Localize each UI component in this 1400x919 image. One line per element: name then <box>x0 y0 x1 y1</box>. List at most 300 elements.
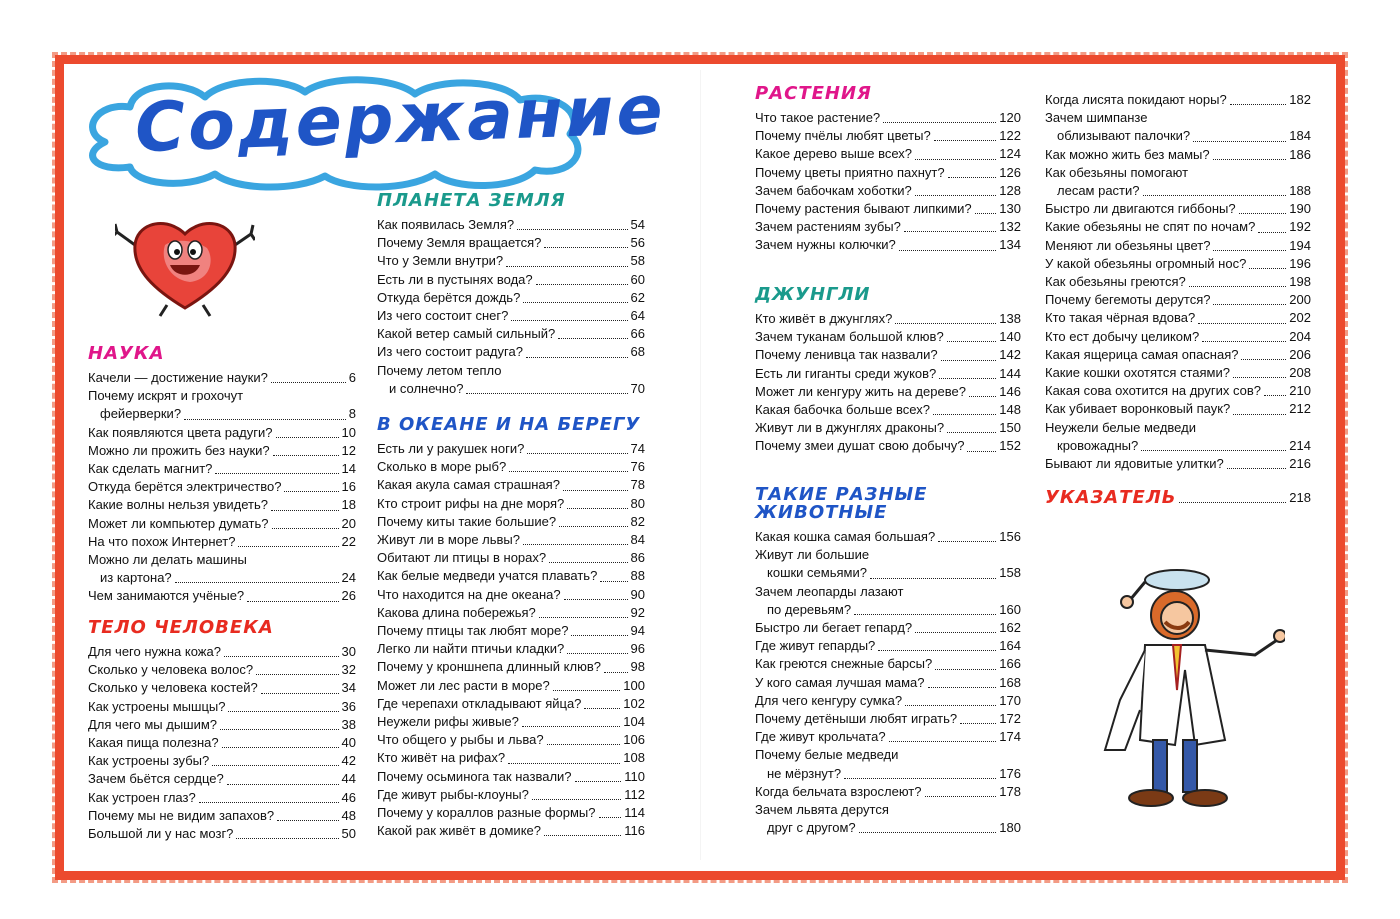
toc-entry[interactable] <box>377 271 645 289</box>
section-telo <box>88 619 356 843</box>
page-number: 56 <box>630 235 645 251</box>
section-rasteniya <box>755 85 1021 255</box>
dot-leader <box>604 672 628 673</box>
page-number: 120 <box>999 110 1021 125</box>
entry-question: Кто живёт в джунглях? <box>755 311 893 326</box>
toc-entry[interactable] <box>1045 255 1311 273</box>
entry-question: не мёрзнут? <box>767 765 842 781</box>
page-number: 140 <box>999 329 1021 345</box>
dot-leader <box>271 510 339 511</box>
toc-entry[interactable] <box>88 716 356 734</box>
toc-entry[interactable] <box>377 713 645 731</box>
toc-entry[interactable] <box>1045 328 1311 346</box>
page-number: 194 <box>1289 237 1311 253</box>
entry-question: Есть ли в пустынях вода? <box>377 271 533 287</box>
dot-leader <box>215 473 338 474</box>
entry-question: Почему цветы приятно пахнут? <box>755 164 945 180</box>
entry-question: Может ли кенгуру жить на дереве? <box>755 383 966 399</box>
toc-entry[interactable] <box>377 252 645 270</box>
toc-entry[interactable] <box>377 768 645 786</box>
entry-question: Почему бегемоты дерутся? <box>1045 292 1211 308</box>
toc-entry[interactable] <box>88 515 356 533</box>
dot-leader <box>523 544 628 545</box>
entry-question: Можно ли прожить без науки? <box>88 442 270 458</box>
section-title: ПЛАНЕТА ЗЕМЛЯ <box>377 190 566 211</box>
entry-question: Какие кошки охотятся стаями? <box>1045 365 1230 381</box>
page-number: 208 <box>1289 365 1311 381</box>
toc-entry[interactable] <box>377 677 645 695</box>
toc-entry[interactable] <box>755 801 1021 819</box>
toc-entry[interactable] <box>88 478 356 496</box>
toc-entry[interactable] <box>377 640 645 658</box>
toc-entry[interactable] <box>1045 400 1311 418</box>
toc-entry[interactable] <box>755 200 1021 218</box>
page-number: 128 <box>999 182 1021 198</box>
dot-leader <box>238 546 338 547</box>
dot-leader <box>599 817 622 818</box>
page-number: 82 <box>630 513 645 529</box>
toc-entry[interactable] <box>1045 419 1311 437</box>
toc-entry[interactable] <box>1045 364 1311 382</box>
page-number: 116 <box>624 823 645 839</box>
section-title: ДЖУНГЛИ <box>755 284 871 305</box>
entry-question: Зачем растениям зубы? <box>755 219 901 235</box>
dot-leader <box>466 393 627 394</box>
section-title-line2: ЖИВОТНЫЕ <box>755 502 888 523</box>
section-title: В ОКЕАНЕ И НА БЕРЕГУ <box>377 414 641 435</box>
page-number: 12 <box>341 442 356 458</box>
entry-question: Почему птицы так любят море? <box>377 623 569 639</box>
dot-leader <box>967 451 996 452</box>
dot-leader <box>508 763 620 764</box>
toc-entry[interactable] <box>88 643 356 661</box>
entry-question: облизывают палочки? <box>1057 128 1191 144</box>
entry-question: Почему искрят и грохочут <box>88 388 244 404</box>
entry-question: Из чего состоит радуга? <box>377 344 523 360</box>
toc-entry[interactable] <box>88 661 356 679</box>
page-number: 6 <box>348 370 356 385</box>
page-number: 148 <box>999 402 1021 418</box>
dot-leader <box>975 213 997 214</box>
dot-leader <box>1213 159 1287 160</box>
entry-question: Большой ли у нас мозг? <box>88 826 234 842</box>
toc-entry[interactable] <box>1045 127 1311 145</box>
dot-leader <box>904 231 996 232</box>
toc-entry[interactable] <box>1045 237 1311 255</box>
page-number: 16 <box>341 479 356 495</box>
toc-entry[interactable] <box>755 419 1021 437</box>
toc-entry[interactable] <box>1045 200 1311 218</box>
entry-question: Как устроен глаз? <box>88 789 196 805</box>
page-number: 78 <box>630 477 645 493</box>
dot-leader <box>247 601 338 602</box>
dot-leader <box>925 796 997 797</box>
toc-entry[interactable] <box>755 746 1021 764</box>
page-number: 112 <box>624 786 645 802</box>
toc-entry[interactable] <box>88 752 356 770</box>
page-number: 170 <box>999 692 1021 708</box>
entry-question: Можно ли делать машины <box>88 552 247 568</box>
entry-question: Зачем леопарды лазают <box>755 583 904 599</box>
toc-entry[interactable] <box>88 698 356 716</box>
entry-question: Живут ли в джунглях драконы? <box>755 420 945 436</box>
entry-question: Какая пища полезна? <box>88 735 219 751</box>
toc-entry[interactable] <box>755 127 1021 145</box>
page-number: 198 <box>1289 274 1311 290</box>
toc-entry[interactable] <box>377 586 645 604</box>
entry-question: Кто живёт на рифах? <box>377 750 506 766</box>
page-number: 138 <box>999 311 1021 326</box>
dot-leader <box>539 617 628 618</box>
dot-leader <box>600 581 627 582</box>
entry-question: Откуда берётся электричество? <box>88 479 282 495</box>
book-spine <box>700 70 701 860</box>
section-dzhungli <box>755 286 1021 456</box>
section-okean <box>377 416 645 840</box>
dot-leader <box>523 302 627 303</box>
toc-entry[interactable] <box>88 825 356 843</box>
page-number: 58 <box>630 253 645 269</box>
entry-question: Качели — достижение науки? <box>88 370 268 385</box>
entry-question: Как обезьяны греются? <box>1045 274 1186 290</box>
entry-question: Когда лисята покидают норы? <box>1045 92 1227 107</box>
toc-entry[interactable] <box>1045 146 1311 164</box>
toc-entry[interactable] <box>88 533 356 551</box>
toc-entry[interactable] <box>1045 346 1311 364</box>
entry-question: Меняют ли обезьяны цвет? <box>1045 237 1211 253</box>
dot-leader <box>1227 468 1287 469</box>
dot-leader <box>895 323 996 324</box>
page-number: 152 <box>999 438 1021 454</box>
toc-entry[interactable] <box>377 822 645 840</box>
page-number: 188 <box>1289 183 1311 199</box>
toc-entry[interactable] <box>1045 455 1311 473</box>
entry-question: Как устроены зубы? <box>88 753 210 769</box>
entry-question: Почему у кроншнепа длинный клюв? <box>377 659 601 675</box>
toc-entry[interactable] <box>755 728 1021 746</box>
toc-entry[interactable] <box>377 658 645 676</box>
dot-leader <box>567 653 627 654</box>
page-number: 186 <box>1289 146 1311 162</box>
page-number: 22 <box>341 533 356 549</box>
toc-entry[interactable] <box>88 789 356 807</box>
toc-entry[interactable] <box>1045 382 1311 400</box>
page-number: 90 <box>630 586 645 602</box>
page-number: 102 <box>623 695 645 711</box>
entry-question: Легко ли найти птичьи кладки? <box>377 641 565 657</box>
toc-entry[interactable] <box>88 442 356 460</box>
toc-entry[interactable] <box>377 216 645 234</box>
page-number: 182 <box>1289 92 1311 107</box>
page-number: 204 <box>1289 328 1311 344</box>
entry-question: Какая акула самая страшная? <box>377 477 560 493</box>
toc-entry[interactable] <box>755 619 1021 637</box>
page-number: 80 <box>630 495 645 511</box>
toc-entry[interactable] <box>377 325 645 343</box>
toc-entry[interactable] <box>377 362 645 380</box>
dot-leader <box>969 396 996 397</box>
page-number: 74 <box>630 441 645 456</box>
entry-question: Сколько в море рыб? <box>377 459 507 475</box>
toc-entry[interactable] <box>377 476 645 494</box>
entry-question: Быстро ли двигаются гиббоны? <box>1045 201 1236 217</box>
page-number: 76 <box>630 459 645 475</box>
toc-entry[interactable] <box>88 587 356 605</box>
toc-entry[interactable] <box>755 218 1021 236</box>
toc-entry[interactable] <box>755 783 1021 801</box>
toc-entry[interactable] <box>377 549 645 567</box>
toc-entry[interactable] <box>88 424 356 442</box>
entry-question: Как убивает воронковый паук? <box>1045 401 1231 417</box>
toc-entry[interactable] <box>377 786 645 804</box>
toc-entry[interactable] <box>377 604 645 622</box>
dot-leader <box>564 599 628 600</box>
entry-question: из картона? <box>100 570 172 586</box>
page-number: 114 <box>624 805 645 821</box>
dot-leader <box>563 490 628 491</box>
dot-leader <box>1143 195 1287 196</box>
toc-entry[interactable] <box>1045 309 1311 327</box>
section-index <box>1045 489 1311 507</box>
entry-question: Живут ли в море львы? <box>377 532 521 548</box>
entry-question: Зачем бабочкам хоботки? <box>755 182 912 198</box>
toc-entry[interactable] <box>377 749 645 767</box>
dot-leader <box>939 378 996 379</box>
entry-question: Откуда берётся дождь? <box>377 289 521 305</box>
entry-question: Зачем нужны колючки? <box>755 237 896 253</box>
toc-entry[interactable] <box>755 346 1021 364</box>
toc-entry[interactable] <box>755 819 1021 837</box>
toc-entry[interactable] <box>755 310 1021 328</box>
dot-leader <box>549 562 627 563</box>
dot-leader <box>928 687 997 688</box>
toc-entry[interactable] <box>755 637 1021 655</box>
toc-entry[interactable] <box>88 387 356 405</box>
page-number: 24 <box>341 570 356 586</box>
page-title: Содержание <box>133 70 667 169</box>
entry-question: Почему у кораллов разные формы? <box>377 805 596 821</box>
toc-entry[interactable] <box>755 564 1021 582</box>
toc-entry[interactable] <box>377 495 645 513</box>
entry-question: Зачем бьётся сердце? <box>88 771 224 787</box>
toc-entry[interactable] <box>755 328 1021 346</box>
page-number: 84 <box>630 532 645 548</box>
entry-question: Почему пчёлы любят цветы? <box>755 128 931 144</box>
dot-leader <box>1179 502 1286 503</box>
entry-question: и солнечно? <box>389 380 464 396</box>
dot-leader <box>511 320 627 321</box>
toc-entry[interactable] <box>377 440 645 458</box>
dot-leader <box>506 266 627 267</box>
entry-question: Как устроены мышцы? <box>88 698 226 714</box>
entry-question: фейерверки? <box>100 406 182 422</box>
page-number: 46 <box>341 789 356 805</box>
toc-entry[interactable] <box>377 458 645 476</box>
entry-question: Как белые медведи учатся плавать? <box>377 568 598 584</box>
toc-entry[interactable] <box>755 437 1021 455</box>
page-number: 54 <box>630 217 645 232</box>
entry-question: Неужели рифы живые? <box>377 714 519 730</box>
toc-entry[interactable] <box>1045 218 1311 236</box>
entry-question: Для чего мы дышим? <box>88 716 218 732</box>
entry-question: Какая сова охотится на других сов? <box>1045 383 1262 399</box>
toc-entry[interactable] <box>377 731 645 749</box>
toc-entry[interactable] <box>755 546 1021 564</box>
page-number: 14 <box>341 461 356 477</box>
section-title: НАУКА <box>88 343 165 364</box>
page-number: 216 <box>1289 456 1311 472</box>
toc-entry[interactable] <box>755 365 1021 383</box>
page-number: 178 <box>999 783 1021 799</box>
toc-entry[interactable] <box>1045 182 1311 200</box>
entry-question: Почему летом тепло <box>377 362 502 378</box>
toc-entry[interactable] <box>88 460 356 478</box>
toc-entry[interactable] <box>88 734 356 752</box>
dot-leader <box>1233 377 1286 378</box>
toc-entry[interactable] <box>755 383 1021 401</box>
toc-entry[interactable] <box>88 770 356 788</box>
toc-entry[interactable] <box>755 528 1021 546</box>
page-number: 142 <box>999 347 1021 363</box>
toc-entry[interactable] <box>377 380 645 398</box>
toc-entry[interactable] <box>377 234 645 252</box>
section-zhivotnye <box>755 486 1021 837</box>
toc-entry[interactable] <box>1045 273 1311 291</box>
page-number: 42 <box>341 753 356 769</box>
toc-entry[interactable] <box>1045 164 1311 182</box>
page-number: 156 <box>999 529 1021 544</box>
dot-leader <box>199 802 339 803</box>
dot-leader <box>1213 250 1286 251</box>
dot-leader <box>938 541 996 542</box>
entry-question: Неужели белые медведи <box>1045 419 1196 435</box>
entry-question: Как появилась Земля? <box>377 217 515 232</box>
toc-entry[interactable] <box>377 307 645 325</box>
toc-entry[interactable] <box>755 145 1021 163</box>
entry-question: Есть ли гиганты среди жуков? <box>755 365 937 381</box>
entry-question: Бывают ли ядовитые улитки? <box>1045 456 1224 472</box>
toc-entry[interactable] <box>377 622 645 640</box>
dot-leader <box>960 723 996 724</box>
dot-leader <box>1202 341 1286 342</box>
toc-entry[interactable] <box>1045 109 1311 127</box>
toc-entry[interactable] <box>755 583 1021 601</box>
toc-entry[interactable] <box>1045 437 1311 455</box>
page-number: 206 <box>1289 346 1311 362</box>
dot-leader <box>854 614 996 615</box>
toc-entry[interactable] <box>755 692 1021 710</box>
dot-leader <box>227 784 339 785</box>
toc-entry[interactable] <box>377 695 645 713</box>
toc-entry[interactable] <box>755 236 1021 254</box>
toc-entry[interactable] <box>755 401 1021 419</box>
toc-entry[interactable] <box>88 405 356 423</box>
dot-leader <box>1233 414 1286 415</box>
toc-entry[interactable] <box>88 551 356 569</box>
entry-question: Почему белые медведи <box>755 747 899 763</box>
dot-leader <box>1189 286 1287 287</box>
page-number: 218 <box>1289 490 1311 505</box>
dot-leader <box>272 528 339 529</box>
toc-entry[interactable] <box>755 674 1021 692</box>
entry-question: Почему киты такие большие? <box>377 513 557 529</box>
toc-entry[interactable] <box>88 496 356 514</box>
page-number: 168 <box>999 674 1021 690</box>
dot-leader <box>228 711 338 712</box>
dot-leader <box>915 632 996 633</box>
section-nauka <box>88 345 356 606</box>
toc-entry[interactable] <box>1045 91 1311 109</box>
toc-entry[interactable] <box>755 710 1021 728</box>
page-number: 146 <box>999 383 1021 399</box>
page-number: 172 <box>999 711 1021 727</box>
toc-entry[interactable] <box>377 804 645 822</box>
toc-entry[interactable] <box>1045 291 1311 309</box>
entry-question: лесам расти? <box>1057 183 1140 199</box>
page-number: 126 <box>999 164 1021 180</box>
dot-leader <box>883 122 996 123</box>
toc-entry[interactable] <box>377 531 645 549</box>
section-planeta <box>377 192 645 398</box>
toc-entry[interactable] <box>755 601 1021 619</box>
page-number: 174 <box>999 729 1021 745</box>
dot-leader <box>276 437 339 438</box>
page-number: 26 <box>341 588 356 604</box>
entry-question: Почему змеи душат свою добычу? <box>755 438 965 454</box>
toc-entry[interactable] <box>755 655 1021 673</box>
toc-entry[interactable] <box>88 679 356 697</box>
index-entry[interactable] <box>1045 489 1311 507</box>
dot-leader <box>935 669 996 670</box>
entry-question: Зачем шимпанзе <box>1045 110 1148 126</box>
entry-question: Может ли компьютер думать? <box>88 515 269 531</box>
page-number: 36 <box>341 698 356 714</box>
toc-entry[interactable] <box>755 765 1021 783</box>
entry-question: Где черепахи откладывают яйца? <box>377 695 582 711</box>
dot-leader <box>536 284 628 285</box>
toc-entry[interactable] <box>377 343 645 361</box>
dot-leader <box>547 744 621 745</box>
entry-question: Что общего у рыбы и льва? <box>377 732 544 748</box>
toc-entry[interactable] <box>755 109 1021 127</box>
toc-entry[interactable] <box>755 182 1021 200</box>
page-number: 164 <box>999 638 1021 654</box>
entry-question: Какая ящерица самая опасная? <box>1045 346 1239 362</box>
entry-question: Как можно жить без мамы? <box>1045 146 1210 162</box>
toc-entry[interactable] <box>377 289 645 307</box>
entry-question: У кого самая лучшая мама? <box>755 674 925 690</box>
toc-entry[interactable] <box>377 513 645 531</box>
toc-entry[interactable] <box>88 807 356 825</box>
toc-entry[interactable] <box>377 567 645 585</box>
page-number: 18 <box>341 497 356 513</box>
toc-entry[interactable] <box>88 569 356 587</box>
dot-leader <box>870 578 996 579</box>
dot-leader <box>1249 268 1286 269</box>
toc-entry[interactable] <box>755 164 1021 182</box>
page-number: 40 <box>341 735 356 751</box>
dot-leader <box>567 508 627 509</box>
page-number: 104 <box>623 714 645 730</box>
page-number: 202 <box>1289 310 1311 326</box>
page-number: 180 <box>999 820 1021 836</box>
entry-question: Почему растения бывают липкими? <box>755 201 972 217</box>
entry-question: Какова длина побережья? <box>377 604 536 620</box>
toc-entry[interactable] <box>88 369 356 387</box>
page-number: 70 <box>630 380 645 396</box>
page-number: 68 <box>630 344 645 360</box>
dot-leader <box>889 741 997 742</box>
